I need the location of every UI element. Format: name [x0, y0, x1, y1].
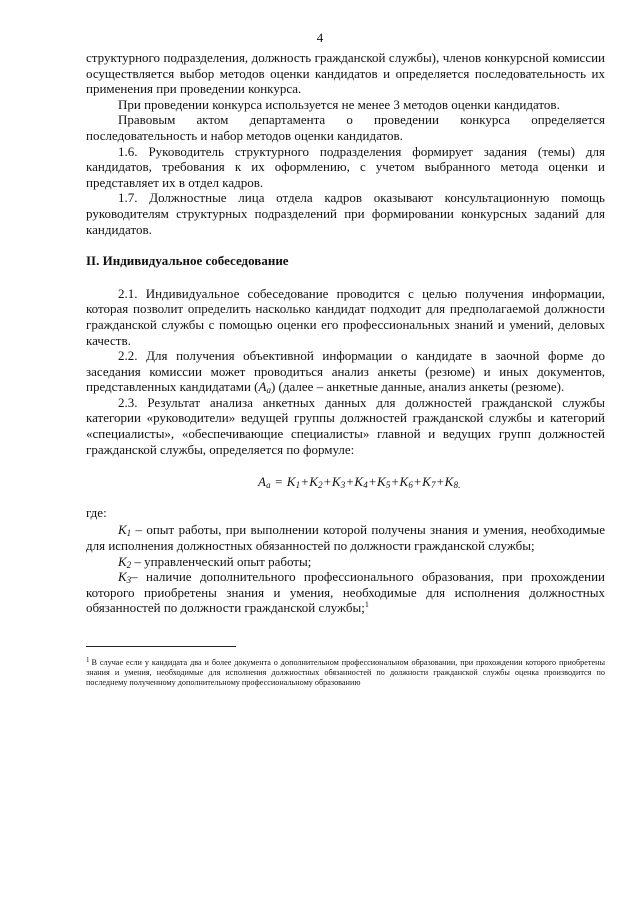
formula-plus: +	[413, 474, 423, 490]
formula-term-k4: K	[354, 474, 364, 490]
formula-term-k2: K	[309, 474, 319, 490]
definition-k3-var: K	[118, 569, 127, 585]
definition-k1-var: K	[118, 522, 127, 538]
formula-term-k8: K	[444, 474, 454, 490]
formula-lhs: A	[258, 474, 267, 490]
paragraph-2-2-text-b: ) (далее – анкетные данные, анализ анкеты (резюме).	[270, 379, 565, 395]
page-number: 4	[316, 30, 324, 45]
definition-k3-sub: 3	[126, 575, 132, 586]
definition-k1	[86, 522, 605, 553]
definition-k2-var: K	[118, 553, 127, 569]
formula-term-k3-subscript: 3	[340, 480, 346, 491]
formula-terms	[287, 474, 461, 489]
formula-term-k1: K	[286, 474, 296, 490]
formula-end-period: .	[458, 480, 461, 491]
paragraph-2-1: 2.1. Индивидуальное собеседование проводится с целью получения информации, которая позволит определить насколько кандидат подходит для предполагаемой должности гражданской службы с помощью оценки его профессиональных знаний и умений, деловых качеств.	[86, 285, 605, 348]
formula-term-k7: K	[422, 474, 431, 490]
paragraph-continuation: структурного подразделения, должность гражданской службы), членов конкурсной комиссии осуществляется выбор методов оценки кандидатов и определяется последовательность их применения при проведении конкурса.	[86, 50, 605, 97]
footnote-text: В случае если у кандидата два и более документа о дополнительном профессиональном образовании, при прохождении которого приобретены знания и умения, необходимые для исполнения должностных обязанностей по должности гражданской службы оценка производится по последнему полученному дополнительному профессиональному образованию	[86, 658, 605, 687]
formula-term-k5-subscript: 5	[385, 480, 391, 491]
footnote	[86, 655, 605, 688]
formula-term-k5: K	[376, 474, 386, 490]
formula-lhs-subscript: a	[266, 480, 271, 491]
definition-k3	[86, 569, 605, 616]
formula-plus: +	[322, 474, 332, 490]
formula-term-k6: K	[399, 474, 409, 490]
paragraph-2-2	[86, 348, 605, 395]
variable-a: А	[258, 379, 267, 395]
section-heading: II. Индивидуальное собеседование	[86, 253, 289, 269]
formula-term-k1-subscript: 1	[295, 480, 301, 491]
formula	[86, 474, 605, 490]
definition-k1-sub: 1	[126, 528, 132, 539]
variable-a-subscript: а	[266, 385, 271, 396]
definition-k3-text: – наличие дополнительного профессионального образования, при прохождении которого приобретены знания и умения, необходимые для исполнения должностных обязанностей по должности гражданской службы;	[86, 569, 605, 616]
formula-term-k6-subscript: 6	[408, 480, 414, 491]
footnote-divider	[86, 646, 236, 647]
where-label: где:	[86, 504, 107, 520]
paragraph-legal-act: Правовым актом департамента о проведении конкурса определяется последовательность и набор методов оценки кандидатов.	[86, 112, 605, 143]
paragraph-1-6: 1.6. Руководитель структурного подразделения формирует задания (темы) для кандидатов, требования к их оформлению, с учетом выбранного метода оценки и представляет их в отдел кадров.	[86, 143, 605, 190]
formula-plus: +	[345, 474, 355, 490]
formula-plus: +	[390, 474, 400, 490]
definition-k2-sub: 2	[126, 559, 132, 570]
formula-term-k8-subscript: 8	[453, 480, 459, 491]
paragraph-2-2-text-a: 2.2. Для получения объективной информации о кандидате в заочной форме до заседания комиссии может проводиться анализ анкеты (резюме) и иных документов, представленных кандидатами (	[86, 348, 605, 395]
formula-plus: +	[368, 474, 377, 490]
definition-k2	[86, 554, 605, 570]
formula-plus: +	[300, 474, 310, 490]
formula-plus: +	[435, 474, 445, 490]
formula-term-k2-subscript: 2	[318, 480, 323, 491]
definition-k1-text: – опыт работы, при выполнении которой получены знания и умения, необходимые для исполнения должностных обязанностей по должности гражданской службы;	[86, 522, 605, 554]
formula-term-k7-subscript: 7	[430, 480, 436, 491]
footnote-reference[interactable]: 1	[364, 600, 369, 610]
formula-term-k3: K	[331, 474, 341, 490]
definition-k2-text: – управленческий опыт работы;	[131, 553, 312, 569]
paragraph-min-methods: При проведении конкурса используется не менее 3 методов оценки кандидатов.	[118, 96, 560, 112]
formula-term-k4-subscript: 4	[363, 480, 368, 491]
paragraph-2-3: 2.3. Результат анализа анкетных данных для должностей гражданской службы категории «руководители» ведущей группы должностей гражданской службы и категорий «специалисты», «обеспечивающие специалисты» главной и ведущих групп должностей гражданской службы, определяется по формуле:	[86, 394, 605, 457]
paragraph-1-7: 1.7. Должностные лица отдела кадров оказывают консультационную помощь руководителям структурных подразделений при формировании конкурсных заданий для кандидатов.	[86, 190, 605, 237]
footnote-number: 1	[86, 656, 90, 664]
formula-equals: =	[270, 474, 287, 490]
document-body	[86, 50, 605, 616]
